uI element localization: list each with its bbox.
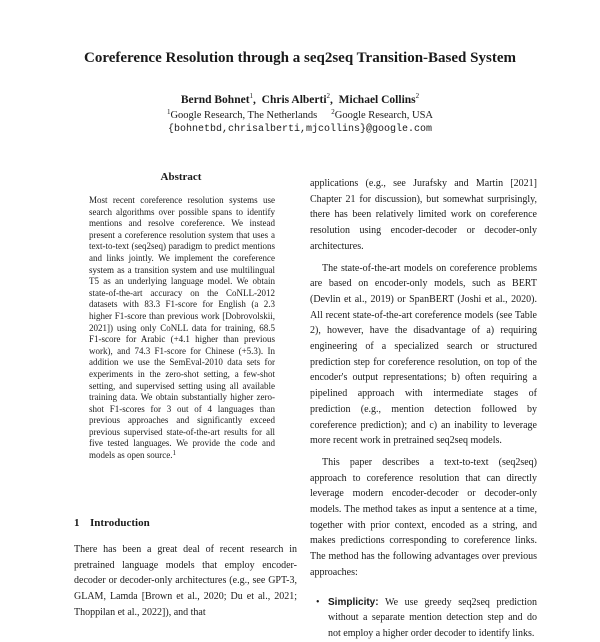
affiliation-mark: 2 bbox=[331, 108, 335, 116]
body-paragraph: The state-of-the-art models on coreference problems are based on encoder-only models, such as BERT (Devlin et al., 2019) or SpanBERT (Joshi et al., 2020). All recent state-of-the-art coreference models (see Table 2), however, have the disadvantage of a) requiring engineering of a specialized search or structured prediction step for coreference resolution, on top of the encoder's output representations; b) often requiring a pipelined approach with intermediate stages of prediction (e.g., mention detection followed by coreference prediction); and c) an inability to leverage more recent work in pretrained seq2seq models. bbox=[310, 262, 537, 447]
abstract-body bbox=[89, 195, 275, 462]
right-column bbox=[310, 176, 537, 642]
affiliation-text: Google Research, The Netherlands bbox=[170, 110, 318, 121]
section-heading-introduction bbox=[74, 517, 150, 529]
body-paragraph: applications (e.g., see Jurafsky and Martin [2021] Chapter 21 for discussion), but somewhat surprisingly, there has been relatively limited work on coreference resolution using encoder-decoder or decoder-only architectures. bbox=[310, 178, 537, 252]
section-title: Introduction bbox=[90, 517, 150, 529]
abstract-heading: Abstract bbox=[160, 171, 202, 183]
author-list: Bernd Bohnet$^1$, Chris Alberti$^2$, Michael Collins$^2$ bbox=[180, 92, 420, 106]
footnote-mark: 1 bbox=[172, 449, 176, 458]
author-affiliation-mark: 1 bbox=[249, 92, 254, 100]
body-paragraph: This paper describes a text-to-text (seq2seq) approach to coreference resolution that can directly leverage modern encoder-decoder or decoder-only models. The method takes as input a sentence at a time, together with prior context, encoded as a string, and makes predictions corresponding to coreference links. The method has the following advantages over previous approaches: bbox=[310, 456, 537, 578]
paper-title: Coreference Resolution through a seq2seq Transition-Based System bbox=[84, 50, 516, 66]
author-name: Bernd Bohnet bbox=[180, 94, 250, 106]
author-name: Chris Alberti bbox=[261, 94, 327, 106]
affiliation-line bbox=[0, 110, 600, 121]
affiliation-mark: 1 bbox=[166, 108, 171, 116]
author-name: Michael Collins bbox=[338, 94, 416, 106]
author-email: {bohnetbd,chrisalberti,mjcollins}@google.com bbox=[167, 124, 433, 135]
author-affiliation-mark: 2 bbox=[415, 92, 420, 100]
abstract-text: Most recent coreference resolution systems use search algorithms over possible spans to identify mentions and resolve coreference. We instead present a coreference resolution system that uses a text-to-text (seq2seq) paradigm to predict mentions and links jointly. We implement the coreference system as a transition system and use multilingual T5 as an underlying language model. We obtain state-of-the-art accuracy on the CoNLL-2012 datasets with 83.3 F1-score for English (a 2.3 higher F1-score than previous work [Dobrovolskii, 2021]) using only CoNLL data for training, 68.5 F1-score for Arabic (+4.1 higher than previous work), and 74.3 F1-score for Chinese (+5.3). In addition we use the SemEval-2010 data sets for experiments in the zero-shot setting, a few-shot setting, and supervised setting using all available training data. We obtain substantially higher zero-shot F1-scores for 3 out of 4 languages than previous approaches and significantly exceed previous supervised state-of-the-art results for all five tested languages. We provide the code and models as open source. bbox=[89, 195, 275, 461]
author-affiliation-mark: 2 bbox=[326, 92, 331, 100]
affiliation-text: Google Research, USA bbox=[334, 110, 434, 121]
introduction-paragraph: There has been a great deal of recent research in pretrained language models that employ encoder-decoder or decoder-only architectures (e.g., see GPT-3, GLAM, Lamda [Brown et al., 2020; Du et al., 2021; Thoppilan et al., 2022]), and that bbox=[74, 544, 297, 618]
section-number: 1 bbox=[74, 517, 80, 529]
bullet-label: Simplicity: bbox=[328, 596, 379, 608]
bullet-icon: • bbox=[316, 596, 320, 608]
bullet-text: We use greedy seq2seq prediction without a separate mention detection step and do not employ a higher order decoder to identify links. bbox=[328, 596, 537, 639]
list-item bbox=[310, 595, 537, 642]
